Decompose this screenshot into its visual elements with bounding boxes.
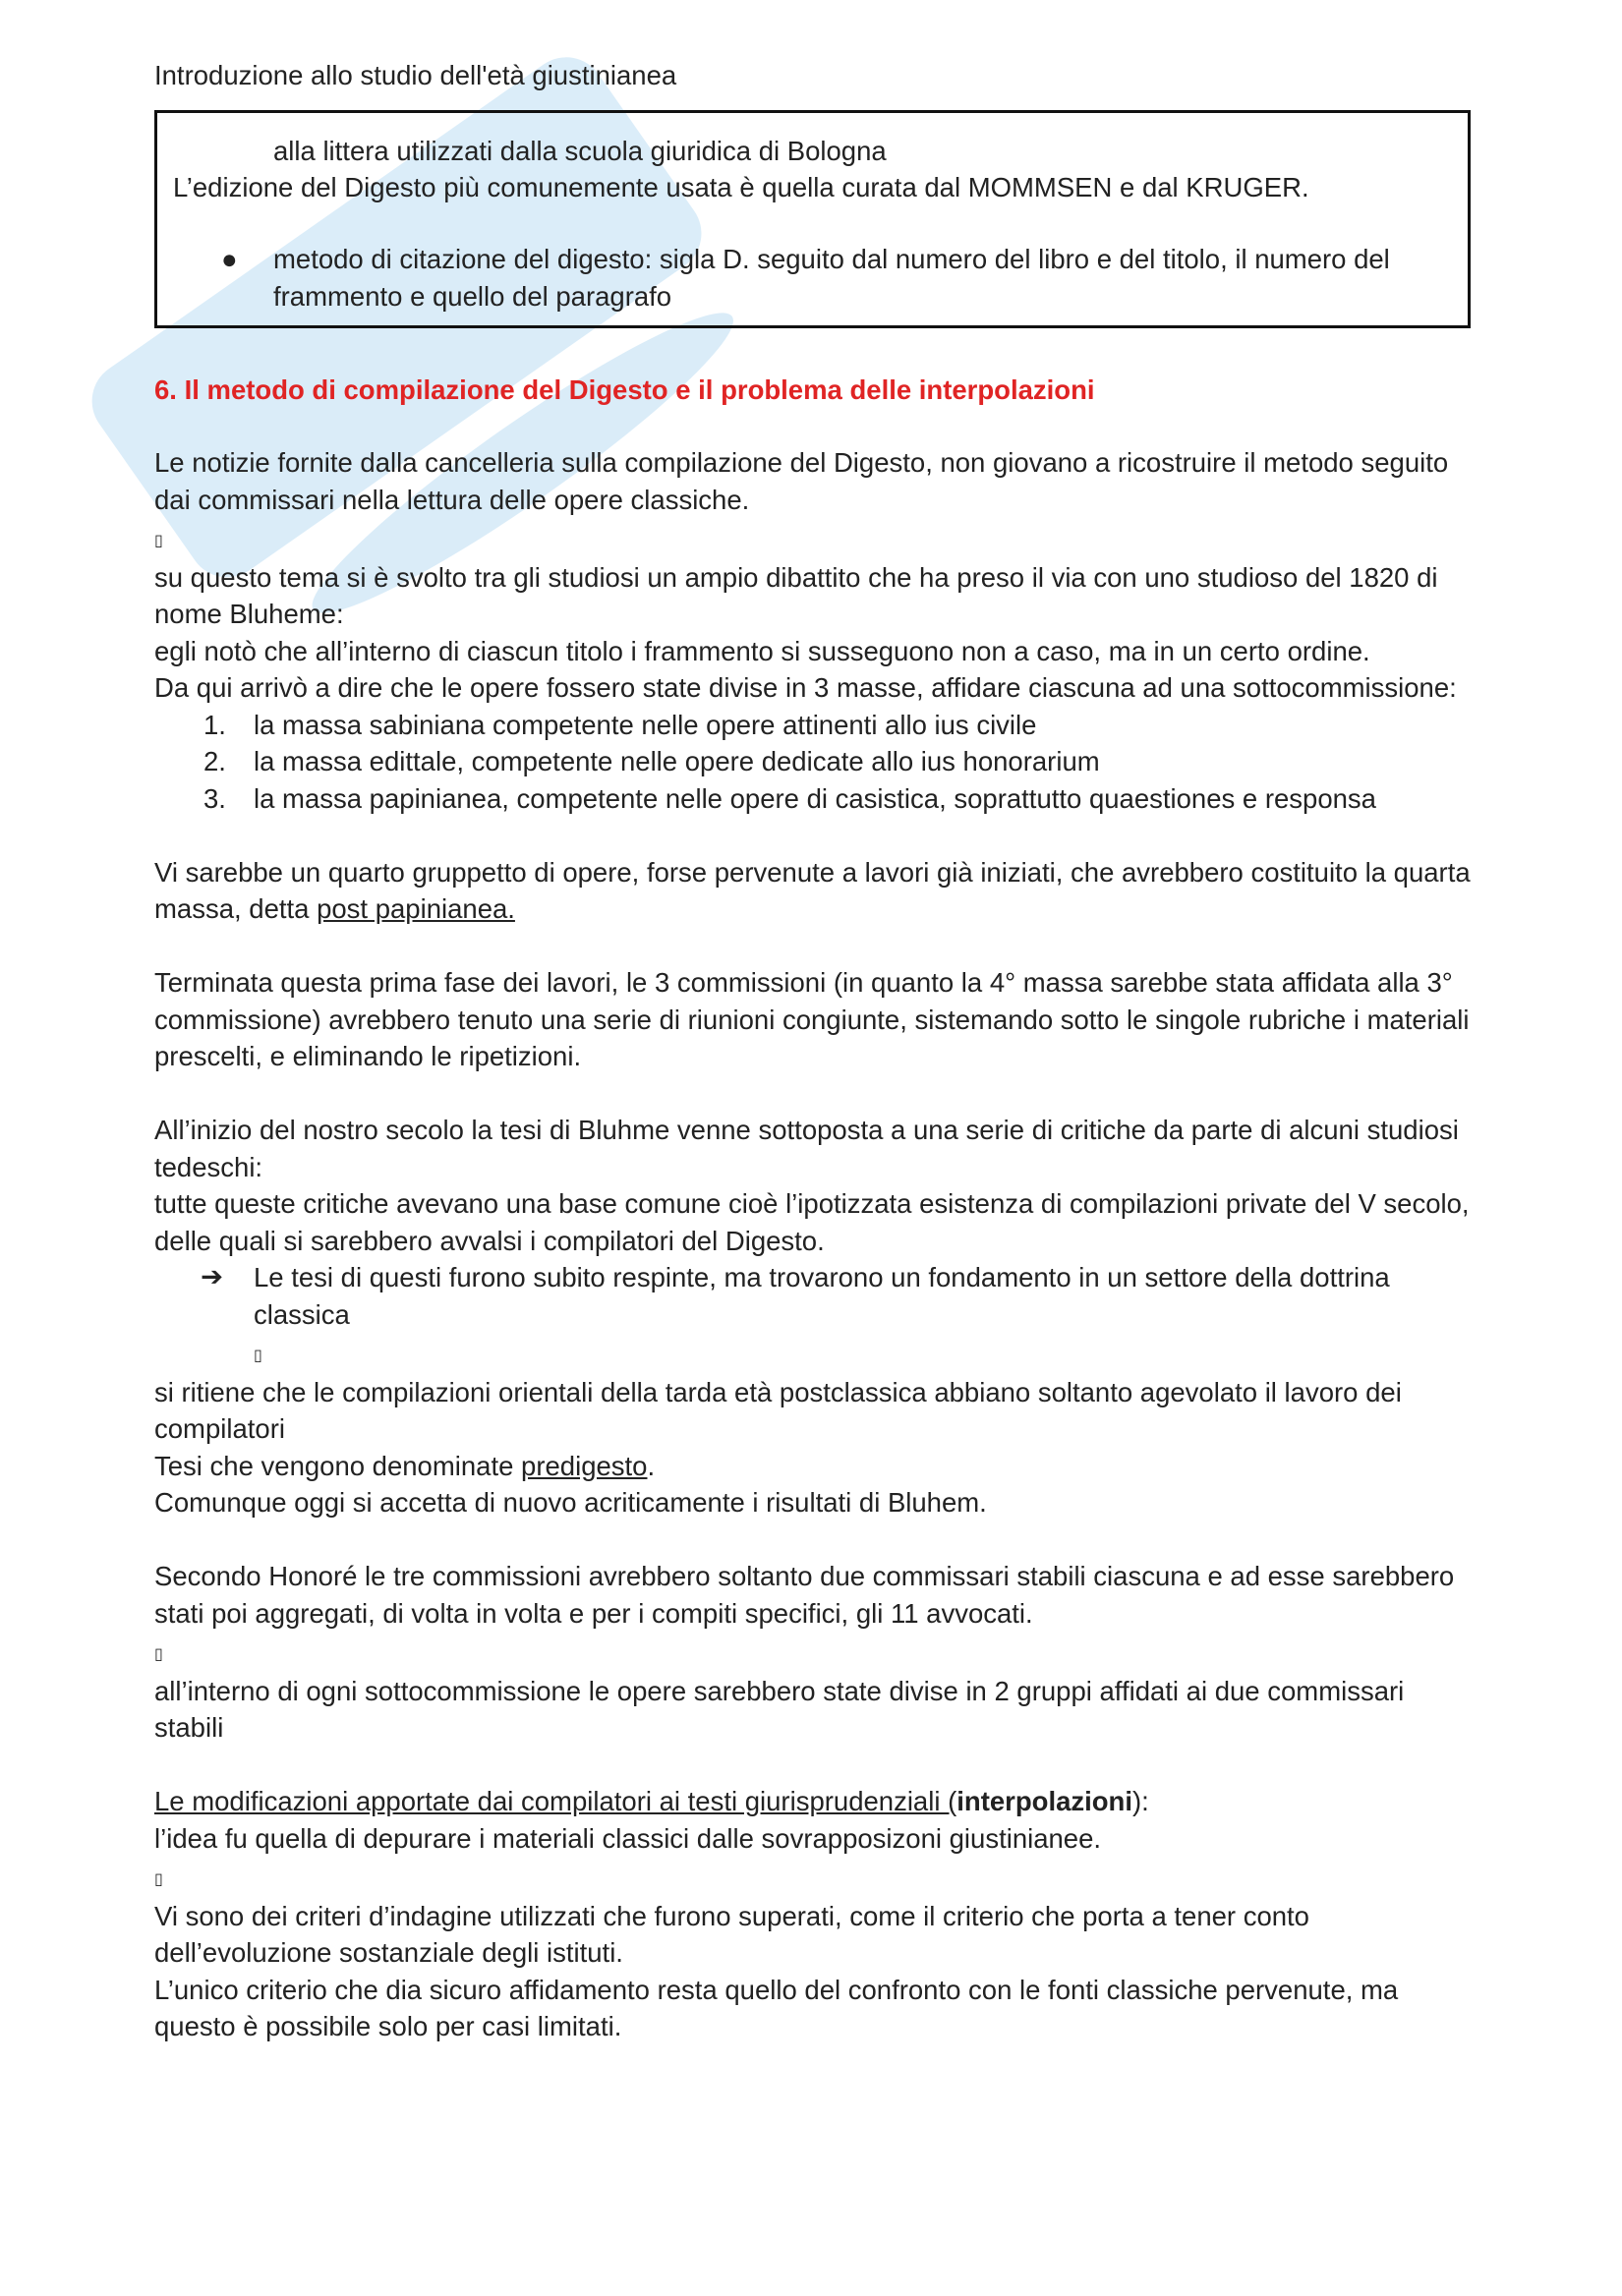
underlined-term: predigesto [521, 1450, 648, 1481]
paragraph: l’idea fu quella di depurare i materiali classici dalle sovrapposizoni giustinianee. [154, 1822, 1102, 1854]
paragraph: Da qui arrivò a dire che le opere fossero state divise in 3 masse, affidare ciascuna ad una sottocommissione: [154, 672, 1457, 703]
missing-glyph-icon: ▯ [154, 531, 163, 549]
boxed-note [154, 110, 1471, 328]
list-item: 2. la massa edittale, competente nelle opere dedicate allo ius honorarium [203, 746, 1100, 776]
arrow-right-icon: ➔ [201, 1261, 224, 1292]
paragraph: Comunque oggi si accetta di nuovo acriticamente i risultati di Bluhem. [154, 1487, 987, 1518]
bullet-icon: ● [221, 244, 238, 274]
underlined-heading: Le modificazioni apportate dai compilatori ai testi giurisprudenziali ( [154, 1786, 957, 1816]
paragraph: tutte queste critiche avevano una base comune cioè l’ipotizzata esistenza di compilazioni private del V secolo, delle quali si sarebbero avvalsi i compilatori del Digesto. [154, 1188, 1470, 1256]
paragraph: Le notizie fornite dalla cancelleria sulla compilazione del Digesto, non giovano a ricostruire il metodo seguito dai commissari nella lettura delle opere classiche. [154, 447, 1449, 515]
paragraph: Secondo Honoré le tre commissioni avrebbero soltanto due commissari stabili ciascuna e ad esse sarebbero stati poi aggregati, di volta in volta e per i compiti specifici, gli 11 avvocati. [154, 1561, 1455, 1629]
box-line-1: alla littera utilizzati dalla scuola giuridica di Bologna [273, 136, 887, 166]
box-line-2: L’edizione del Digesto più comunemente usata è quella curata dal MOMMSEN e dal KRUGER. [173, 172, 1309, 202]
paragraph: all’interno di ogni sottocommissione le opere sarebbero state divise in 2 gruppi affidati ai due commissari stabili [154, 1675, 1405, 1743]
box-bullet-text: metodo di citazione del digesto: sigla D. seguito dal numero del libro e del titolo, il numero del frammento e quello del paragrafo [273, 244, 1390, 312]
list-item: 1. la massa sabiniana competente nelle opere attinenti allo ius civile [203, 709, 1037, 740]
missing-glyph-icon: ▯ [254, 1346, 262, 1364]
paragraph: su questo tema si è svolto tra gli studiosi un ampio dibattito che ha preso il via con uno studioso del 1820 di nome Bluheme: [154, 561, 1438, 629]
list-item: 3. la massa papinianea, competente nelle opere di casistica, soprattutto quaestiones e responsa [203, 782, 1376, 814]
paragraph: Vi sono dei criteri d’indagine utilizzati che furono superati, come il criterio che porta a tener conto dell’evoluzione sostanziale degli istituti. [154, 1900, 1309, 1968]
paragraph: Vi sarebbe un quarto gruppetto di opere, forse pervenute a lavori già iniziati, che avrebbero costituito la quarta massa, detta post papinianea. [154, 856, 1471, 924]
paragraph: Le modificazioni apportate dai compilatori ai testi giurisprudenziali (interpolazioni): [154, 1786, 1149, 1816]
paragraph: L’unico criterio che dia sicuro affidamento resta quello del confronto con le fonti classiche pervenute, ma questo è possibile solo per casi limitati. [154, 1974, 1399, 2041]
paragraph: si ritiene che le compilazioni orientali della tarda età postclassica abbiano soltanto agevolato il lavoro dei compilatori [154, 1376, 1402, 1444]
paragraph: All’inizio del nostro secolo la tesi di Bluhme venne sottoposta a una serie di critiche da parte di alcuni studiosi tedeschi: [154, 1115, 1459, 1182]
body-text [154, 444, 1477, 2045]
paragraph: Tesi che vengono denominate predigesto. [154, 1450, 656, 1481]
missing-glyph-icon: ▯ [154, 1869, 163, 1888]
numbered-list [154, 707, 1477, 818]
section-title: 6. Il metodo di compilazione del Digesto e il problema delle interpolazioni [154, 374, 1095, 405]
missing-glyph-icon: ▯ [154, 1644, 163, 1663]
arrow-list-item: ➔ Le tesi di questi furono subito respinte, ma trovarono un fondamento in un settore della dottrina classica [201, 1261, 1390, 1330]
paragraph: Terminata questa prima fase dei lavori, le 3 commissioni (in quanto la 4° massa sarebbe stata affidata alla 3° commissione) avrebbero tenuto una serie di riunioni congiunte, sistemando sotto le singole rubriche i materiali prescelti, e eliminando le ripetizioni. [154, 967, 1470, 1071]
underlined-term: post papinianea. [317, 893, 515, 924]
paragraph: egli notò che all’interno di ciascun titolo i frammento si susseguono non a caso, ma in un certo ordine. [154, 635, 1370, 666]
page-header: Introduzione allo studio dell'età giustinianea [154, 60, 677, 90]
